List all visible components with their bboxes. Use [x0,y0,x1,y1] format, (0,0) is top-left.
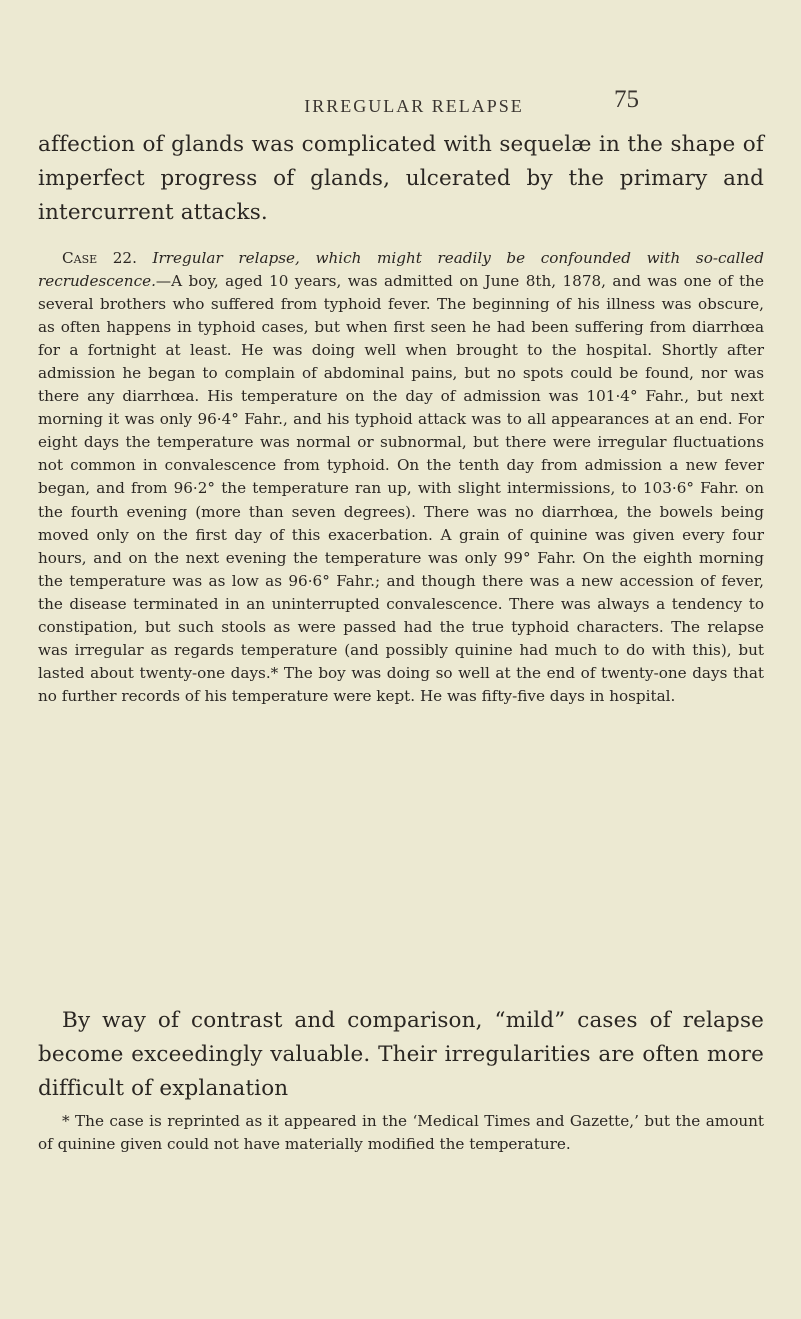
running-title: IRREGULAR RELAPSE [304,96,524,116]
footnote [38,1110,764,1155]
page-number: 75 [614,86,639,113]
case-body: —A boy, aged 10 years, was admitted on June 8th, 1878, and was one of the several brothers who suffered from typhoid fever. The beginning of his illness was obscure, as often happens in typhoid cases, but when first seen he had been suffering from diarrhœa for a fortnight at least. He was doing well when brought to the hospital. Shortly after admission he began to complain of abdominal pains, but no spots could be found, nor was there any diarrhœa. His temperature on the day of admission was 101·4° Fahr., but next morning it was only 96·4° Fahr., and his typhoid attack was to all appearances at an end. For eight days the temperature was normal or subnormal, but there were irregular fluctuations not common in convalescence from typhoid. On the tenth day from admission a new fever began, and from 96·2° the temperature ran up, with slight intermissions, to 103·6° Fahr. on the fourth evening (more than seven degrees). There was no diarrhœa, the bowels being moved only on the first day of this exacerbation. A grain of quinine was given every four hours, and on the next evening the temperature was only 99° Fahr. On the eighth morning the temperature was as low as 96·6° Fahr.; and though there was a new accession of fever, the disease terminated in an uninterrupted convalescence. There was always a tendency to constipation, but such stools as were passed had the true typhoid characters. The relapse was irregular as regards temperature (and possibly quinine had much to do with this), but lasted about twenty-one days.* The boy was doing so well at the end of twenty-one days that no further records of his temperature were kept. He was fifty-five days in hospital. [38,272,764,705]
footnote-text: * The case is reprinted as it appeared in the ‘Medical Times and Gazette,’ but the amount of quinine given could not have materially modified the temperature. [38,1112,764,1153]
case-title: Irregular relapse, which might readily be confounded with so-called recrudescence. [38,249,764,291]
contrast-text: By way of contrast and comparison, “mild” cases of relapse become exceedingly valuable. Their irregularities are often more difficult of explanation [38,1008,764,1101]
case-label: Case 22. [62,249,137,267]
contrast-paragraph [38,1004,764,1106]
continuation-paragraph: affection of glands was complicated with sequelæ in the shape of imperfect progress of glands, ulcerated by the primary and intercurrent attacks. [38,132,764,225]
running-head [0,86,801,120]
case-paragraph [38,247,764,708]
